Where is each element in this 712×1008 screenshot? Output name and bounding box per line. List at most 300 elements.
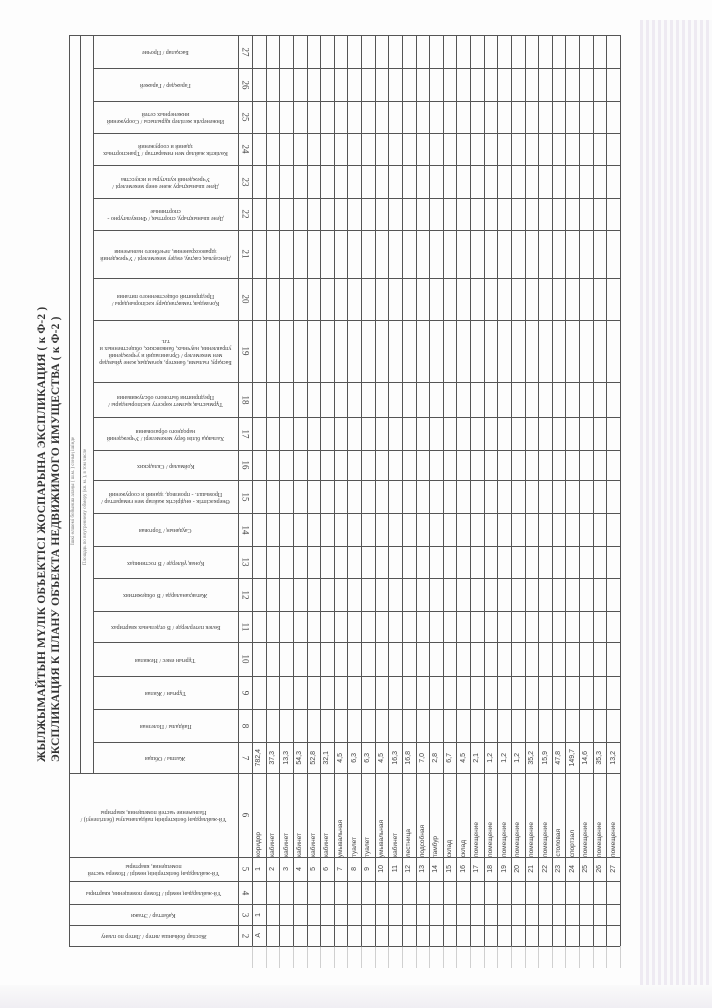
column-header-7	[93, 742, 238, 773]
total-area-cell	[511, 742, 525, 773]
room-name-cell	[266, 773, 280, 857]
room-name-cell	[320, 773, 334, 857]
total-area-cell	[593, 742, 607, 773]
room-name-cell-text: склад	[459, 839, 467, 857]
room-name-cell-text: умывальная	[377, 819, 385, 857]
total-area-cell	[388, 742, 402, 773]
column-header-label: Жалпы / Общая	[145, 755, 186, 761]
column-header-label: Гараждар / Гаражей	[140, 82, 191, 88]
part-number-cell-text: 13	[418, 865, 426, 873]
room-name-cell-text: туалет	[364, 836, 372, 857]
total-area-cell	[266, 742, 280, 773]
part-number-cell-text: 25	[582, 865, 590, 873]
title-kz: ЖЫЛЖЫМАЙТЫН МҮЛІК ОБЪЕКТІСІ ЖОСПАРЫНА ЭКСПЛИКАЦИЯ ( к Ф-2 )	[36, 306, 48, 762]
column-header-19	[93, 320, 238, 382]
grid-line-fade	[456, 946, 457, 968]
total-area-cell	[320, 742, 334, 773]
column-number-4	[238, 881, 252, 904]
column-number-19	[238, 320, 252, 382]
part-number-cell-text: 3	[282, 867, 290, 871]
column-header-label: Жоспар бойынша литер / Литер по плану	[100, 933, 207, 939]
title-ru: ЭКСПЛИКАЦИЯ К ПЛАНУ ОБЪЕКТА НЕДВИЖИМОГО ИМУЩЕСТВА ( к Ф-2 )	[50, 316, 62, 762]
area-group-ru: Площадь по внутреннему обмеру (кв. м. ), в том числе	[83, 448, 88, 565]
room-name-cell-text: туалет	[350, 836, 358, 857]
liter-cell-text: А	[255, 933, 263, 938]
grid-line-fade	[593, 946, 594, 968]
column-header-16	[93, 450, 238, 480]
part-number-cell-text: 24	[568, 865, 576, 873]
column-number-14	[238, 513, 252, 546]
grid-line-fade	[606, 946, 607, 968]
total-area-cell	[402, 742, 416, 773]
room-name-cell	[484, 773, 498, 857]
total-area-cell-text: 32,1	[323, 750, 331, 765]
part-number-cell	[307, 857, 321, 881]
column-header-label: Денсаулық сақтау, емдеу мекемелері / Учреждений здравоохранения, лечебного назначения	[100, 248, 231, 261]
column-number-20	[238, 278, 252, 320]
part-number-cell	[470, 857, 484, 881]
column-header-label: Халыққа білім беру мекемелері / Учреждений народного образования	[106, 427, 225, 441]
part-number-cell-text: 4	[296, 867, 304, 871]
grid-line	[80, 35, 81, 773]
part-number-cell	[429, 857, 443, 881]
room-name-cell	[511, 773, 525, 857]
area-group-kz: Ішкі өлшемі бойынша алаңы ( ш.м. ) соның ішінде	[71, 436, 76, 545]
total-area-cell-text: 7,0	[418, 752, 426, 763]
column-header-label: Сауданың / Торговая	[139, 527, 192, 533]
part-number-cell-text: 27	[609, 865, 617, 873]
part-number-cell-text: 15	[446, 865, 454, 873]
total-area-cell	[552, 742, 566, 773]
column-number: 5	[240, 866, 250, 872]
part-number-cell-text: 17	[473, 865, 481, 873]
room-name-cell	[402, 773, 416, 857]
room-name-cell	[429, 773, 443, 857]
column-number-12	[238, 578, 252, 611]
column-number: 16	[240, 460, 250, 470]
part-number-cell-text: 8	[350, 867, 358, 871]
total-area-cell-text: 35,2	[527, 750, 535, 765]
room-name-cell	[552, 773, 566, 857]
room-name-cell	[525, 773, 539, 857]
grid-line-fade	[307, 946, 308, 968]
grid-line-fade	[470, 946, 471, 968]
part-number-cell-text: 20	[514, 865, 522, 873]
total-area-cell	[470, 742, 484, 773]
column-header-12	[93, 578, 238, 611]
room-name-cell-text: умывальная	[337, 819, 345, 857]
column-header-5	[69, 857, 238, 881]
column-header-label: Тұрғын емес / Нежилая	[135, 656, 196, 663]
part-number-cell-text: 14	[432, 865, 440, 873]
part-number-cell	[347, 857, 361, 881]
room-name-cell-text: помещение	[582, 822, 590, 857]
room-name-cell-text: помещение	[500, 822, 508, 857]
column-number: 18	[240, 395, 250, 404]
grid-line-fade	[388, 946, 389, 968]
column-number: 21	[240, 249, 250, 259]
part-number-cell-text: 6	[323, 867, 331, 871]
column-number: 8	[240, 723, 250, 728]
column-header-24	[93, 133, 238, 165]
total-area-cell-text: 4,5	[377, 752, 385, 763]
total-area-cell-text: 47,8	[555, 750, 563, 765]
column-header-label: Басқалар / Прочие	[142, 49, 189, 55]
grid-line-fade	[252, 946, 253, 968]
total-area-cell	[579, 742, 593, 773]
total-area-cell-text: 13,2	[609, 750, 617, 765]
room-name-cell	[293, 773, 307, 857]
room-name-cell	[456, 773, 470, 857]
column-number: 20	[240, 294, 250, 304]
room-name-cell-text: кабинет	[268, 833, 276, 857]
part-number-cell	[606, 857, 620, 881]
part-number-cell	[416, 857, 430, 881]
room-name-cell	[497, 773, 511, 857]
grid-line-fade	[347, 946, 348, 968]
total-area-cell	[293, 742, 307, 773]
part-number-cell-text: 26	[596, 865, 604, 873]
total-area-cell-text: 16,8	[405, 750, 413, 765]
column-number-17	[238, 417, 252, 450]
grid-line-fade	[538, 946, 539, 968]
room-name-cell	[606, 773, 620, 857]
column-number-15	[238, 480, 252, 513]
part-number-cell-text: 9	[364, 867, 372, 871]
total-area-cell	[279, 742, 293, 773]
part-number-cell-text: 7	[337, 867, 345, 871]
total-area-cell	[375, 742, 389, 773]
grid-line-fade	[266, 946, 267, 968]
part-number-cell	[293, 857, 307, 881]
part-number-cell	[484, 857, 498, 881]
column-number-11	[238, 611, 252, 642]
part-number-cell-text: 1	[255, 867, 263, 871]
column-header-label: Дене шынықтыру, спорттық / Физкультурно - спортивные	[107, 208, 224, 221]
total-area-cell-text: 1,2	[487, 752, 495, 763]
room-name-cell-text: склад	[446, 839, 454, 857]
room-name-cell	[361, 773, 375, 857]
column-header-10	[93, 642, 238, 676]
column-number: 13	[240, 557, 250, 567]
column-number: 7	[240, 755, 250, 760]
column-header-14	[93, 513, 238, 546]
total-area-cell	[416, 742, 430, 773]
floor-cell	[252, 904, 266, 925]
column-header-27	[93, 35, 238, 68]
part-number-cell	[252, 857, 266, 881]
total-area-cell	[525, 742, 539, 773]
part-number-cell-text: 10	[377, 865, 385, 873]
total-area-cell	[606, 742, 620, 773]
part-number-cell-text: 19	[500, 865, 508, 873]
column-header-8	[93, 709, 238, 742]
part-number-cell	[266, 857, 280, 881]
column-header-26	[93, 68, 238, 101]
part-number-cell-text: 11	[391, 865, 399, 873]
room-name-cell-text: помещение	[473, 822, 481, 857]
column-number: 3	[240, 912, 250, 917]
column-header-label: Қоймалар / Складских	[136, 462, 195, 469]
grid-line-fade	[320, 946, 321, 968]
column-header-17	[93, 417, 238, 450]
column-header-label: Басқару, ғылыми, банктер, қоғамдық және ұйымдар мен мекемелер / Организаций и учреждений управления, научных, банковских, общественных и т.п.	[99, 338, 232, 365]
column-header-25	[93, 101, 238, 133]
part-number-cell-text: 23	[555, 865, 563, 873]
total-area-cell-text: 52,8	[309, 750, 317, 765]
total-area-cell	[443, 742, 457, 773]
column-header-label: Қабаттар / Этажи	[131, 912, 176, 918]
grid-line-fade	[416, 946, 417, 968]
part-number-cell	[579, 857, 593, 881]
room-name-cell-text: кабинет	[309, 833, 317, 857]
total-area-cell-text: 6,7	[446, 752, 454, 763]
column-number-16	[238, 450, 252, 480]
grid-line-fade	[579, 946, 580, 968]
grid-line-fade	[293, 946, 294, 968]
room-name-cell-text: лестница	[405, 828, 413, 857]
column-number-23	[238, 165, 252, 198]
room-name-cell-text: помещение	[527, 822, 535, 857]
room-name-cell	[416, 773, 430, 857]
column-number-26	[238, 68, 252, 101]
grid-line-fade	[334, 946, 335, 968]
grid-line-fade	[402, 946, 403, 968]
column-number-3	[238, 904, 252, 925]
room-name-cell	[334, 773, 348, 857]
total-area-cell-text: 1,2	[500, 752, 508, 763]
part-number-cell	[402, 857, 416, 881]
column-number-25	[238, 101, 252, 133]
liter-cell	[252, 925, 266, 946]
column-number-9	[238, 676, 252, 709]
column-header-11	[93, 611, 238, 642]
column-number-7	[238, 742, 252, 773]
room-name-cell	[252, 773, 266, 857]
grid-line-fade	[484, 946, 485, 968]
room-name-cell-text: кабинет	[296, 833, 304, 857]
grid-line-fade	[429, 946, 430, 968]
total-area-cell	[361, 742, 375, 773]
grid-line-fade	[361, 946, 362, 968]
room-name-cell	[347, 773, 361, 857]
total-area-cell	[497, 742, 511, 773]
room-name-cell-text: подсобная	[418, 824, 426, 857]
column-header-label: Үй-жайлардың бөліктерінің пайдаланылуы (белгіленуі) / Назначение частей помещения, квартиры	[80, 809, 227, 822]
column-header-23	[93, 165, 238, 198]
column-number: 24	[240, 144, 250, 154]
grid-line-fade	[511, 946, 512, 968]
total-area-cell-text: 15,9	[541, 750, 549, 765]
column-number: 25	[240, 112, 250, 122]
column-header-label: Қонақ үйлерде / В гостиницах	[126, 559, 205, 566]
part-number-cell-text: 22	[541, 865, 549, 873]
part-number-cell-text: 16	[459, 865, 467, 873]
column-number: 15	[240, 492, 250, 501]
total-area-cell-text: 2,1	[473, 752, 481, 763]
column-header-21	[93, 230, 238, 278]
column-header-label: Тұрғын / Жилая	[144, 690, 187, 696]
part-number-cell	[593, 857, 607, 881]
part-number-cell	[361, 857, 375, 881]
room-name-cell	[538, 773, 552, 857]
room-name-cell	[279, 773, 293, 857]
room-name-cell-text: коридор	[255, 832, 263, 857]
column-number: 17	[240, 429, 250, 438]
part-number-cell	[497, 857, 511, 881]
room-name-cell-text: помещение	[487, 822, 495, 857]
part-number-cell	[525, 857, 539, 881]
column-header-label: Қоғамдық тамақтандыру кәсіпорындары / Предприятий общественного питания	[111, 293, 220, 306]
column-number: 10	[240, 654, 250, 664]
column-header-label: Бөлек пәтерлерде / В отдельных квартирах	[110, 624, 221, 630]
column-number-6	[238, 773, 252, 857]
room-name-cell	[565, 773, 579, 857]
scan-smear	[640, 20, 712, 1008]
column-number: 6	[240, 812, 250, 818]
column-number: 11	[239, 622, 250, 631]
room-name-cell-text: кабинет	[282, 833, 290, 857]
column-header-6	[69, 773, 238, 857]
part-number-cell	[538, 857, 552, 881]
column-header-label: Көліктік жайлар мен ғимараттар / Транспортных зданий и сооружений	[103, 143, 228, 156]
column-header-label: Үй-жайлардың бөліктерінің нөмірі / Номера частей помещения, квартиры	[87, 863, 220, 876]
column-header-label: Инженерлік желілер құрылысы / Сооружений инженерных сетей	[106, 111, 225, 124]
total-area-cell-text: 6,3	[364, 752, 372, 763]
total-area-cell-text: 6,3	[350, 752, 358, 763]
room-name-cell-text: спортзал	[568, 829, 576, 857]
part-number-cell-text: 2	[268, 867, 276, 871]
room-name-cell-text: помещение	[541, 822, 549, 857]
column-header-13	[93, 546, 238, 578]
part-number-cell-text: 18	[487, 865, 495, 873]
room-name-cell-text: столовая	[555, 829, 563, 857]
total-area-cell-text: 4,5	[337, 752, 345, 763]
column-number: 19	[240, 346, 250, 356]
column-header-label: Тұрмыстық қызмет көрсету кәсіпорындары / Предприятия бытового обслуживания	[108, 393, 223, 407]
grid-line-fade	[620, 946, 621, 968]
column-number-18	[238, 382, 252, 417]
room-name-cell	[593, 773, 607, 857]
room-name-cell-text: помещение	[596, 822, 604, 857]
total-area-cell-text: 16,3	[391, 750, 399, 765]
total-area-cell-text: 4,5	[459, 752, 467, 763]
room-name-cell	[388, 773, 402, 857]
part-number-cell-text: 5	[309, 867, 317, 871]
total-area-cell	[484, 742, 498, 773]
room-name-cell	[375, 773, 389, 857]
column-header-2	[69, 925, 238, 946]
part-number-cell	[388, 857, 402, 881]
column-header-20	[93, 278, 238, 320]
total-area-cell	[456, 742, 470, 773]
total-area-cell	[334, 742, 348, 773]
column-header-label: Үй-жайлардың нөмірі / Номер помещения, квартиры	[85, 890, 222, 896]
room-name-cell-text: тамбур	[432, 835, 440, 857]
total-area-cell-text: 37,3	[268, 750, 276, 765]
total-area-cell	[307, 742, 321, 773]
total-area-cell-text: 782,4	[255, 748, 263, 767]
column-number: 26	[240, 80, 250, 89]
column-number-10	[238, 642, 252, 676]
part-number-cell	[443, 857, 457, 881]
column-header-22	[93, 198, 238, 230]
column-number-5	[238, 857, 252, 881]
total-area-cell	[252, 742, 266, 773]
grid-line-fade	[375, 946, 376, 968]
column-header-label: Пайдалы / Полезная	[139, 723, 192, 729]
room-name-cell	[470, 773, 484, 857]
column-number-21	[238, 230, 252, 278]
column-header-18	[93, 382, 238, 417]
floor-cell-text: 1	[255, 912, 263, 917]
column-number-2	[238, 925, 252, 946]
column-header-15	[93, 480, 238, 513]
grid-line	[620, 35, 621, 946]
grid-line-fade	[443, 946, 444, 968]
total-area-cell	[347, 742, 361, 773]
part-number-cell	[279, 857, 293, 881]
total-area-cell	[429, 742, 443, 773]
column-number: 12	[240, 590, 250, 599]
column-header-3	[69, 904, 238, 925]
total-area-cell-text: 1,2	[514, 752, 522, 763]
column-header-label: Дене шынықтыру және өнер мекемелері / Учреждений культуры и искусства	[112, 175, 219, 189]
room-name-cell	[443, 773, 457, 857]
total-area-cell-text: 13,3	[282, 750, 290, 765]
room-name-cell-text: кабинет	[391, 833, 399, 857]
column-number: 2	[240, 933, 250, 938]
total-area-cell	[538, 742, 552, 773]
grid-line-fade	[279, 946, 280, 968]
column-header-label: Жатақханаларда / В общежитиях	[123, 592, 208, 598]
column-number: 9	[240, 690, 250, 695]
column-header-9	[93, 676, 238, 709]
column-number-27	[238, 35, 252, 68]
column-number-13	[238, 546, 252, 578]
column-number: 22	[240, 209, 250, 219]
room-name-cell	[307, 773, 321, 857]
room-name-cell-text: помещение	[514, 822, 522, 857]
column-number-24	[238, 133, 252, 165]
room-name-cell-text: кабинет	[323, 833, 331, 857]
column-header-label: Өнеркәсіптік - өндірістік жайлар мен ғимараттар / Промышл. - производ. зданий и сооружений	[101, 490, 230, 504]
part-number-cell	[565, 857, 579, 881]
column-number: 4	[240, 890, 250, 895]
total-area-cell-text: 14,6	[582, 750, 590, 765]
column-header-4	[69, 881, 238, 904]
grid-line-fade	[565, 946, 566, 968]
grid-line-fade	[552, 946, 553, 968]
column-number: 27	[240, 47, 250, 56]
part-number-cell	[552, 857, 566, 881]
grid-line-fade	[525, 946, 526, 968]
column-number: 23	[240, 177, 250, 186]
total-area-cell	[565, 742, 579, 773]
room-name-cell	[579, 773, 593, 857]
column-number-8	[238, 709, 252, 742]
part-number-cell	[320, 857, 334, 881]
part-number-cell-text: 21	[527, 865, 535, 873]
part-number-cell	[511, 857, 525, 881]
part-number-cell	[375, 857, 389, 881]
total-area-cell-text: 2,8	[432, 752, 440, 763]
room-name-cell-text: помещение	[609, 822, 617, 857]
total-area-cell-text: 35,3	[596, 750, 604, 765]
column-number: 14	[240, 525, 250, 534]
total-area-cell-text: 149,7	[568, 748, 576, 767]
grid-line-fade	[497, 946, 498, 968]
